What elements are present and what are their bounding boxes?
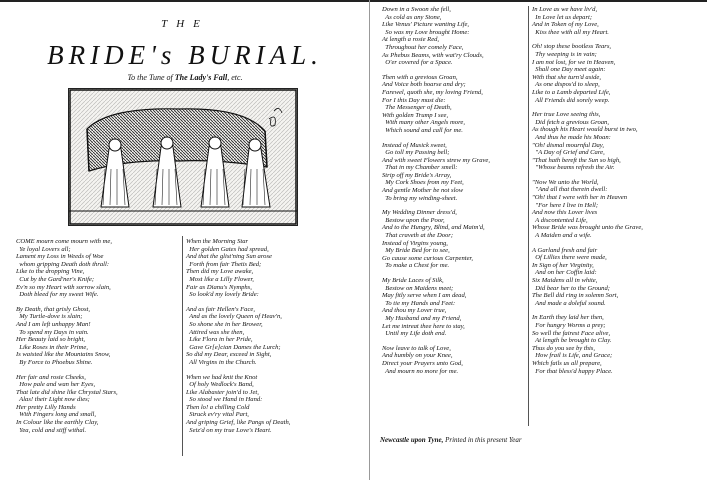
verse-line: So did my Dear, exceed in Sight, [186, 351, 272, 359]
stanza [382, 277, 532, 338]
verse-line: As cold as any Stone, [382, 13, 442, 21]
verse-line: COME mourn come mourn with me, [16, 238, 112, 245]
verse-line: To make a Chest for me. [382, 262, 450, 270]
verse-line: Like Roses in their Prime, [16, 343, 88, 351]
verse-line: "Oh! that I were with her in Heaven [532, 194, 628, 202]
verse-line: And with sweet Flowers strew my Grave, [382, 156, 490, 164]
verse-line: My Wedding Dinner dress'd, [382, 209, 457, 217]
verse-line: Bestow on Maidens meet; [382, 284, 454, 292]
column-3 [382, 6, 532, 382]
verse-line: Of Lillies there were made, [532, 254, 607, 262]
verse-line: And as the lovely Queen of Heav'n, [186, 313, 282, 321]
verse-line: To spend my Days in vain. [16, 328, 89, 336]
stanza [532, 43, 702, 104]
verse-line: And I am left unhappy Man! [16, 320, 91, 328]
stanza [16, 374, 176, 435]
verse-line: Then did my Love awake, [186, 268, 254, 276]
verse-line: By Death, that grisly Ghost, [16, 305, 90, 313]
verse-line: For that bless'd happy Place. [532, 367, 613, 375]
tune-suffix: , etc. [227, 73, 243, 82]
verse-line: Struck ev'ry vital Part, [186, 411, 249, 419]
verse-line: Most like a Lilly Flower, [186, 275, 254, 283]
stanza [382, 345, 532, 375]
verse-line: And made a doleful sound. [532, 299, 606, 307]
verse-line: Let me intreat thee here to stay, [382, 322, 465, 330]
verse-line: That craveth at the Door; [382, 232, 454, 240]
verse-line: Kiss thee with all my Heart. [532, 28, 609, 36]
verse-line: Strip off my Bride's Array, [382, 171, 452, 179]
funeral-procession-image [69, 89, 297, 225]
verse-line: My Cork Shoes from my Feet, [382, 179, 464, 187]
verse-line: When we had knit the Knot [186, 373, 258, 381]
verse-line: And thou my Lover true, [382, 307, 447, 315]
verse-line: The Messenger of Death, [382, 104, 452, 112]
verse-line: So shone she in her Brower, [186, 320, 263, 328]
verse-line: Shall one Day meet again: [532, 66, 606, 74]
verse-line: I am not lost, for we in Heaven, [532, 58, 616, 66]
verse-line: "Oh! dismal mournful Day, [532, 141, 605, 149]
verse-line: At length be brought to Clay. [532, 337, 612, 345]
stanza [382, 209, 532, 270]
verse-line: Her fair and rosie Cheeks, [16, 373, 86, 381]
verse-line: To bring my winding-sheet. [382, 194, 458, 202]
verse-line: The Bell did ring in solemn Sort, [532, 292, 619, 300]
stanza [532, 111, 702, 172]
verse-line: Instead of Virgins young, [382, 239, 448, 247]
verse-line: Doth bleed for my sweet Wife. [16, 291, 99, 299]
verse-line: Her pretty Lilly Hands [16, 403, 76, 411]
verse-line: Like to a Lamb departed Life, [532, 88, 611, 96]
verse-line: And to the Hungry, Blind, and Maim'd, [382, 224, 485, 232]
stanza [532, 247, 702, 308]
stanza [186, 306, 366, 367]
verse-line: And thus he made his Moan: [532, 133, 611, 141]
verse-line: "For here I live in Hell; [532, 201, 599, 209]
verse-line: And as fair Hellen's Face, [186, 305, 255, 313]
verse-line: Farewel, quoth she, my loving Friend, [382, 88, 483, 96]
verse-line: As one dispos'd to sleep, [532, 81, 600, 89]
verse-line: Is waisted like the Mountains Snow, [16, 351, 111, 359]
verse-line: Seiz'd on my true Love's Heart. [186, 426, 272, 434]
verse-line: Attired was she then, [186, 328, 245, 336]
verse-line: And mourn no more for me. [382, 367, 459, 375]
verse-line: That in my Chamber smell: [382, 164, 458, 172]
verse-line: Throughout her comely Face, [382, 43, 464, 51]
verse-line: May fitly serve when I am dead, [382, 292, 467, 300]
verse-line: Forth from fair Thetis Bed; [186, 260, 262, 268]
verse-line: In Colour like the earthly Clay, [16, 419, 99, 427]
verse-line: A Garland fresh and fair [532, 246, 598, 254]
stanza [532, 179, 702, 240]
verse-line: A discontented Life, [532, 216, 588, 224]
verse-line: With Fingers long and small, [16, 411, 97, 419]
page-title: BRIDE's BURIAL. [47, 40, 323, 70]
verse-line: Her true Love seeing this, [532, 111, 601, 119]
verse-line: With golden Trump I see, [382, 111, 449, 119]
verse-line: For I this Day must die: [382, 96, 446, 104]
verse-line: Her golden Gates had spread, [186, 245, 269, 253]
verse-line: By Force to Phoebus Shine. [16, 358, 93, 366]
verse-line: So well the fairest Face alive, [532, 329, 611, 337]
verse-line: In Love let us depart; [532, 13, 593, 21]
verse-line: Which fails us all prepare, [532, 359, 602, 367]
verse-line: And in Token of my Love, [532, 21, 599, 29]
verse-line: Ye loyal Lovers all; [16, 245, 71, 253]
verse-line: And on her Coffin laid: [532, 269, 597, 277]
imprint [380, 436, 700, 444]
verse-line: In Sign of her Virginity, [532, 261, 594, 269]
verse-line: And now this Lover lives [532, 209, 598, 217]
verse-line: Her Beauty laid so bright, [16, 336, 86, 344]
verse-line: My Turtle-dove is slain; [16, 313, 83, 321]
verse-line: Ev'n so my Heart with sorrow slain, [16, 283, 111, 291]
verse-line: Now leave to talk of Love, [382, 344, 451, 352]
title-the: THE [161, 18, 209, 30]
verse-line: For hungry Worms a prey; [532, 321, 606, 329]
stanza [532, 314, 702, 375]
verse-line: With many other Angels more, [382, 119, 465, 127]
verse-line: whom gripping Death doth thrall: [16, 260, 110, 268]
stanza [382, 142, 532, 203]
verse-line: Down in a Swoon she fell, [382, 6, 451, 13]
verse-line: Oh! stop these bootless Tears, [532, 43, 612, 51]
verse-line: My Bride Bed for to see, [382, 247, 450, 255]
stanza [382, 74, 532, 135]
verse-line: Thy weeping is in vain; [532, 50, 597, 58]
verse-line: My Husband and my Friend, [382, 314, 462, 322]
right-page [370, 0, 707, 480]
verse-line: Yea, cold and stiff withal. [16, 426, 87, 434]
verse-line: Instead of Musick sweet, [382, 141, 447, 149]
verse-line: Until my Life doth end. [382, 330, 447, 338]
stanza [186, 374, 366, 435]
verse-line: And griping Grief, like Pangs of Death, [186, 419, 291, 427]
verse-line: In Love as we have liv'd, [532, 6, 598, 13]
woodcut-illustration [68, 88, 298, 226]
verse-line: And humbly on your Knee, [382, 352, 453, 360]
verse-line: "Now We unto the World, [532, 178, 599, 186]
verse-line: Like Flora in her Pride, [186, 336, 253, 344]
verse-line: Direct your Prayers unto God, [382, 359, 463, 367]
verse-line: Like to the dropping Vine, [16, 268, 85, 276]
verse-line: How pale and wan her Eyes, [16, 381, 96, 389]
stanza [16, 306, 176, 367]
verse-line: Lament my Loss in Weeds of Woe [16, 253, 104, 261]
stanza [382, 6, 532, 67]
verse-line: Go cause some curious Carpenter, [382, 254, 474, 262]
column-1 [16, 238, 176, 441]
tune-prefix: To the Tune of [127, 73, 173, 82]
verse-line: As Phebus Beams, with wat'ry Clouds, [382, 51, 484, 59]
imprint-text: Printed in this present Year [443, 436, 522, 444]
verse-line: "A Day of Grief and Care, [532, 149, 605, 157]
verse-line: Bestow upon the Poor, [382, 216, 445, 224]
verse-line: A Maiden and a wife. [532, 232, 592, 240]
verse-line: Thus do you see by this, [532, 344, 596, 352]
verse-line: To tie my Hands and Feet: [382, 299, 456, 307]
verse-line: And that the glist'ning Sun arose [186, 253, 272, 261]
stanza [532, 6, 702, 36]
verse-line: Did fetch a grevious Groan, [532, 118, 609, 126]
verse-line: Cut by the Gard'ner's Knife; [16, 275, 95, 283]
verse-line: With that she turn'd aside, [532, 73, 601, 81]
verse-line: My Bride Laces of Silk, [382, 277, 444, 284]
verse-line: As though his Heart would burst in two, [532, 126, 638, 134]
verse-line: Which sound and call for me. [382, 126, 463, 134]
column-divider [528, 6, 529, 426]
column-divider [182, 236, 183, 456]
verse-line: O'er covered for a Space. [382, 59, 453, 67]
verse-line: Six Maidens all in white, [532, 277, 598, 284]
verse-line: Whose Bride was brought unto the Grave, [532, 224, 643, 232]
verse-line: That late did shine like Chrystal Stars, [16, 388, 118, 396]
stanza [16, 238, 176, 299]
verse-line: And gentle Mother be not slow [382, 187, 464, 195]
verse-line: Alas! their Light now dies; [16, 396, 90, 404]
verse-line: All Friends did sorely weep. [532, 96, 610, 104]
tune-line [0, 73, 370, 82]
verse-line: Like Venus' Picture wanting Life, [382, 21, 470, 29]
column-4 [532, 6, 702, 382]
verse-line: "And all that therein dwell: [532, 186, 608, 194]
verse-line: And Voice both hoarse and dry; [382, 81, 466, 89]
verse-line: So stood we Hand in Hand: [186, 396, 263, 404]
stanza [186, 238, 366, 299]
verse-line: Fair as Dianu's Nymphs, [186, 283, 252, 291]
verse-line: When the Morning Star [186, 238, 249, 245]
verse-line: So look'd my lovely Bride: [186, 291, 259, 299]
verse-line: Did bear her to the Ground; [532, 284, 610, 292]
column-2 [186, 238, 366, 441]
verse-line: All Virgins in the Church. [186, 358, 257, 366]
verse-line: In Earth they laid her then, [532, 314, 604, 322]
verse-line: "That hath bereft the Sun so high, [532, 156, 621, 164]
verse-line: Like Alabaster join'd to Jet, [186, 388, 259, 396]
verse-line: Gave Gr[e]cian Dames the Lurch; [186, 343, 281, 351]
verse-line: Of holy Wedlock's Band, [186, 381, 254, 389]
verse-line: Then with a grevious Groan, [382, 73, 458, 81]
verse-line: So was my Love brought Home: [382, 28, 470, 36]
verse-line: At length a rosie Red, [382, 36, 440, 44]
verse-line: Go toll my Passing bell; [382, 149, 450, 157]
verse-line: Then lo! a chilling Cold [186, 403, 250, 411]
verse-line: "Whose beams refresh the Air. [532, 164, 615, 172]
verse-line: How frail is Life, and Grace; [532, 352, 613, 360]
tune-name: The Lady's Fall [174, 73, 228, 82]
imprint-place: Newcastle upon Tyne, [380, 436, 444, 444]
